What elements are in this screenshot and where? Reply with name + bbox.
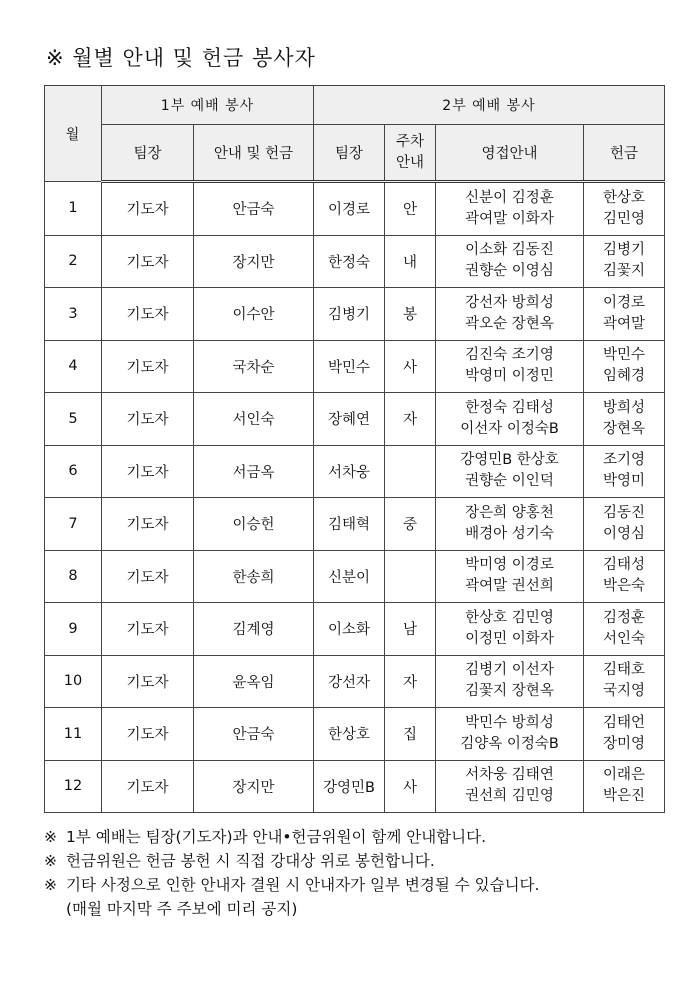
cell-month: 7 [45,498,102,551]
cell-s1-guide: 안금숙 [194,708,314,761]
cell-s2-leader: 신분이 [314,550,385,603]
cell-s1-guide: 서금옥 [194,445,314,498]
note-3-sub: (매월 마지막 주 주보에 미리 공지) [66,900,298,918]
cell-month: 3 [45,288,102,341]
header-s2-parking [385,125,436,182]
cell-s1-guide: 국차순 [194,340,314,393]
cell-parking: 중 [385,498,436,551]
cell-parking: 안 [385,182,436,236]
reception-line: 이선자 이정숙B [460,420,559,437]
header-s2-parking-line1: 주차 [395,133,424,150]
cell-s1-leader: 기도자 [102,235,194,288]
cell-parking: 남 [385,603,436,656]
cell-offering [584,655,665,708]
cell-reception [436,655,584,708]
cell-month: 4 [45,340,102,393]
note-2 [44,849,674,873]
cell-s1-leader: 기도자 [102,603,194,656]
offering-line: 방희성 [602,399,646,416]
cell-s1-guide: 한송희 [194,550,314,603]
header-service2: 2부 예배 봉사 [314,86,665,125]
reception-line: 박영미 이정민 [465,368,554,385]
cell-s1-guide: 장지만 [194,760,314,813]
cell-parking: 자 [385,393,436,446]
reception-line: 강영민B 한상호 [460,452,559,469]
cell-s1-leader: 기도자 [102,340,194,393]
cell-s2-leader: 장혜연 [314,393,385,446]
reception-line: 곽오순 장현옥 [465,315,554,332]
table-row [45,235,665,288]
offering-line: 김동진 [602,504,646,521]
offering-line: 박은진 [602,788,646,805]
offering-line: 김태호 [602,662,646,679]
cell-month: 5 [45,393,102,446]
volunteer-schedule-table [44,85,665,813]
table-header [45,86,665,182]
cell-month: 8 [45,550,102,603]
cell-reception [436,760,584,813]
cell-reception [436,603,584,656]
offering-line: 김태성 [602,557,646,574]
page-title: ※ 월별 안내 및 헌금 봉사자 [46,46,316,70]
cell-reception [436,550,584,603]
cell-s1-leader: 기도자 [102,182,194,236]
cell-offering [584,340,665,393]
offering-line: 이경로 [602,294,646,311]
cell-s2-leader: 이경로 [314,182,385,236]
reception-line: 김꽃지 장현옥 [465,683,554,700]
cell-offering [584,708,665,761]
offering-line: 장현옥 [602,420,646,437]
reception-line: 서차웅 김태연 [465,767,554,784]
cell-offering [584,445,665,498]
cell-offering [584,182,665,236]
reception-line: 권향순 이영심 [465,263,554,280]
header-s1-leader: 팀장 [102,125,194,182]
table-row [45,445,665,498]
reception-line: 이정민 이화자 [465,630,554,647]
cell-parking: 자 [385,655,436,708]
header-month: 월 [45,86,102,182]
note-text: 1부 예배는 팀장(기도자)과 안내•헌금위원이 함께 안내합니다. [66,828,487,846]
cell-s1-guide: 김계영 [194,603,314,656]
reception-line: 한정숙 김태성 [465,399,554,416]
offering-line: 장미영 [602,735,646,752]
cell-s1-leader: 기도자 [102,393,194,446]
reception-line: 한상호 김민영 [465,609,554,626]
cell-reception [436,498,584,551]
header-s2-leader: 팀장 [314,125,385,182]
note-1 [44,825,674,849]
cell-month: 9 [45,603,102,656]
table-row [45,760,665,813]
cell-parking: 내 [385,235,436,288]
cell-s1-leader: 기도자 [102,708,194,761]
reception-line: 장은희 양홍천 [465,504,554,521]
reception-line: 박민수 방희성 [465,714,554,731]
reception-line: 배경아 성기숙 [465,525,554,542]
table-row [45,182,665,236]
cell-month: 11 [45,708,102,761]
reception-line: 박미영 이경로 [465,557,554,574]
cell-parking [385,445,436,498]
table-body [45,182,665,813]
note-mark: ※ [44,852,57,870]
offering-line: 국지영 [602,683,646,700]
cell-s1-leader: 기도자 [102,760,194,813]
cell-reception [436,340,584,393]
offering-line: 김정훈 [602,609,646,626]
cell-s2-leader: 한정숙 [314,235,385,288]
header-s2-offering: 헌금 [584,125,665,182]
cell-month: 10 [45,655,102,708]
cell-reception [436,393,584,446]
offering-line: 이래은 [602,767,646,784]
offering-line: 김태언 [602,714,646,731]
offering-line: 곽여말 [602,315,646,332]
cell-offering [584,235,665,288]
cell-month: 6 [45,445,102,498]
table-row [45,288,665,341]
notes [44,825,674,921]
offering-line: 박민수 [602,347,646,364]
note-3 [44,873,674,897]
cell-s2-leader: 한상호 [314,708,385,761]
header-service1: 1부 예배 봉사 [102,86,314,125]
cell-parking: 사 [385,340,436,393]
cell-s1-guide: 이수안 [194,288,314,341]
cell-offering [584,393,665,446]
table-row [45,655,665,708]
header-s1-guide: 안내 및 헌금 [194,125,314,182]
cell-month: 2 [45,235,102,288]
header-s2-reception: 영접안내 [436,125,584,182]
header-s2-parking-line2: 안내 [395,154,424,171]
reception-line: 이소화 김동진 [465,242,554,259]
cell-s1-leader: 기도자 [102,445,194,498]
cell-reception [436,288,584,341]
cell-parking: 사 [385,760,436,813]
offering-line: 조기영 [602,452,646,469]
cell-s2-leader: 김병기 [314,288,385,341]
note-mark: ※ [44,876,57,894]
cell-s2-leader: 이소화 [314,603,385,656]
cell-offering [584,550,665,603]
cell-reception [436,445,584,498]
offering-line: 박영미 [602,473,646,490]
cell-s2-leader: 강선자 [314,655,385,708]
cell-reception [436,708,584,761]
cell-s1-leader: 기도자 [102,550,194,603]
reception-line: 강선자 방희성 [465,294,554,311]
table-row [45,393,665,446]
reception-line: 권향순 이인덕 [465,473,554,490]
cell-parking: 집 [385,708,436,761]
cell-offering [584,603,665,656]
offering-line: 김민영 [602,210,646,227]
table-row [45,340,665,393]
note-text: 헌금위원은 헌금 봉헌 시 직접 강대상 위로 봉헌합니다. [66,852,435,870]
offering-line: 한상호 [602,189,646,206]
cell-s1-guide: 윤옥임 [194,655,314,708]
cell-s2-leader: 강영민B [314,760,385,813]
cell-reception [436,235,584,288]
cell-s1-leader: 기도자 [102,498,194,551]
cell-month: 12 [45,760,102,813]
note-mark: ※ [44,828,57,846]
cell-s1-guide: 이승헌 [194,498,314,551]
cell-parking [385,550,436,603]
cell-s1-leader: 기도자 [102,288,194,341]
cell-parking: 봉 [385,288,436,341]
note-text: 기타 사정으로 인한 안내자 결원 시 안내자가 일부 변경될 수 있습니다. [66,876,540,894]
reception-line: 권선희 김민영 [465,788,554,805]
reception-line: 신분이 김정훈 [465,189,554,206]
reception-line: 곽여말 이화자 [465,210,554,227]
table-row [45,550,665,603]
reception-line: 김양옥 이정숙B [460,735,559,752]
cell-s1-guide: 안금숙 [194,182,314,236]
offering-line: 이영심 [602,525,646,542]
reception-line: 곽여말 권선희 [465,578,554,595]
cell-reception [436,182,584,236]
offering-line: 서인숙 [602,630,646,647]
table-row [45,603,665,656]
table-row [45,498,665,551]
cell-offering [584,498,665,551]
offering-line: 박은숙 [602,578,646,595]
cell-s2-leader: 김태혁 [314,498,385,551]
cell-offering [584,760,665,813]
cell-s1-guide: 장지만 [194,235,314,288]
reception-line: 김병기 이선자 [465,662,554,679]
cell-s1-leader: 기도자 [102,655,194,708]
table-row [45,708,665,761]
offering-line: 임혜경 [602,368,646,385]
cell-month: 1 [45,182,102,236]
cell-s1-guide: 서인숙 [194,393,314,446]
offering-line: 김꽃지 [602,263,646,280]
cell-s2-leader: 서차웅 [314,445,385,498]
cell-s2-leader: 박민수 [314,340,385,393]
cell-offering [584,288,665,341]
reception-line: 김진숙 조기영 [465,347,554,364]
offering-line: 김병기 [602,242,646,259]
